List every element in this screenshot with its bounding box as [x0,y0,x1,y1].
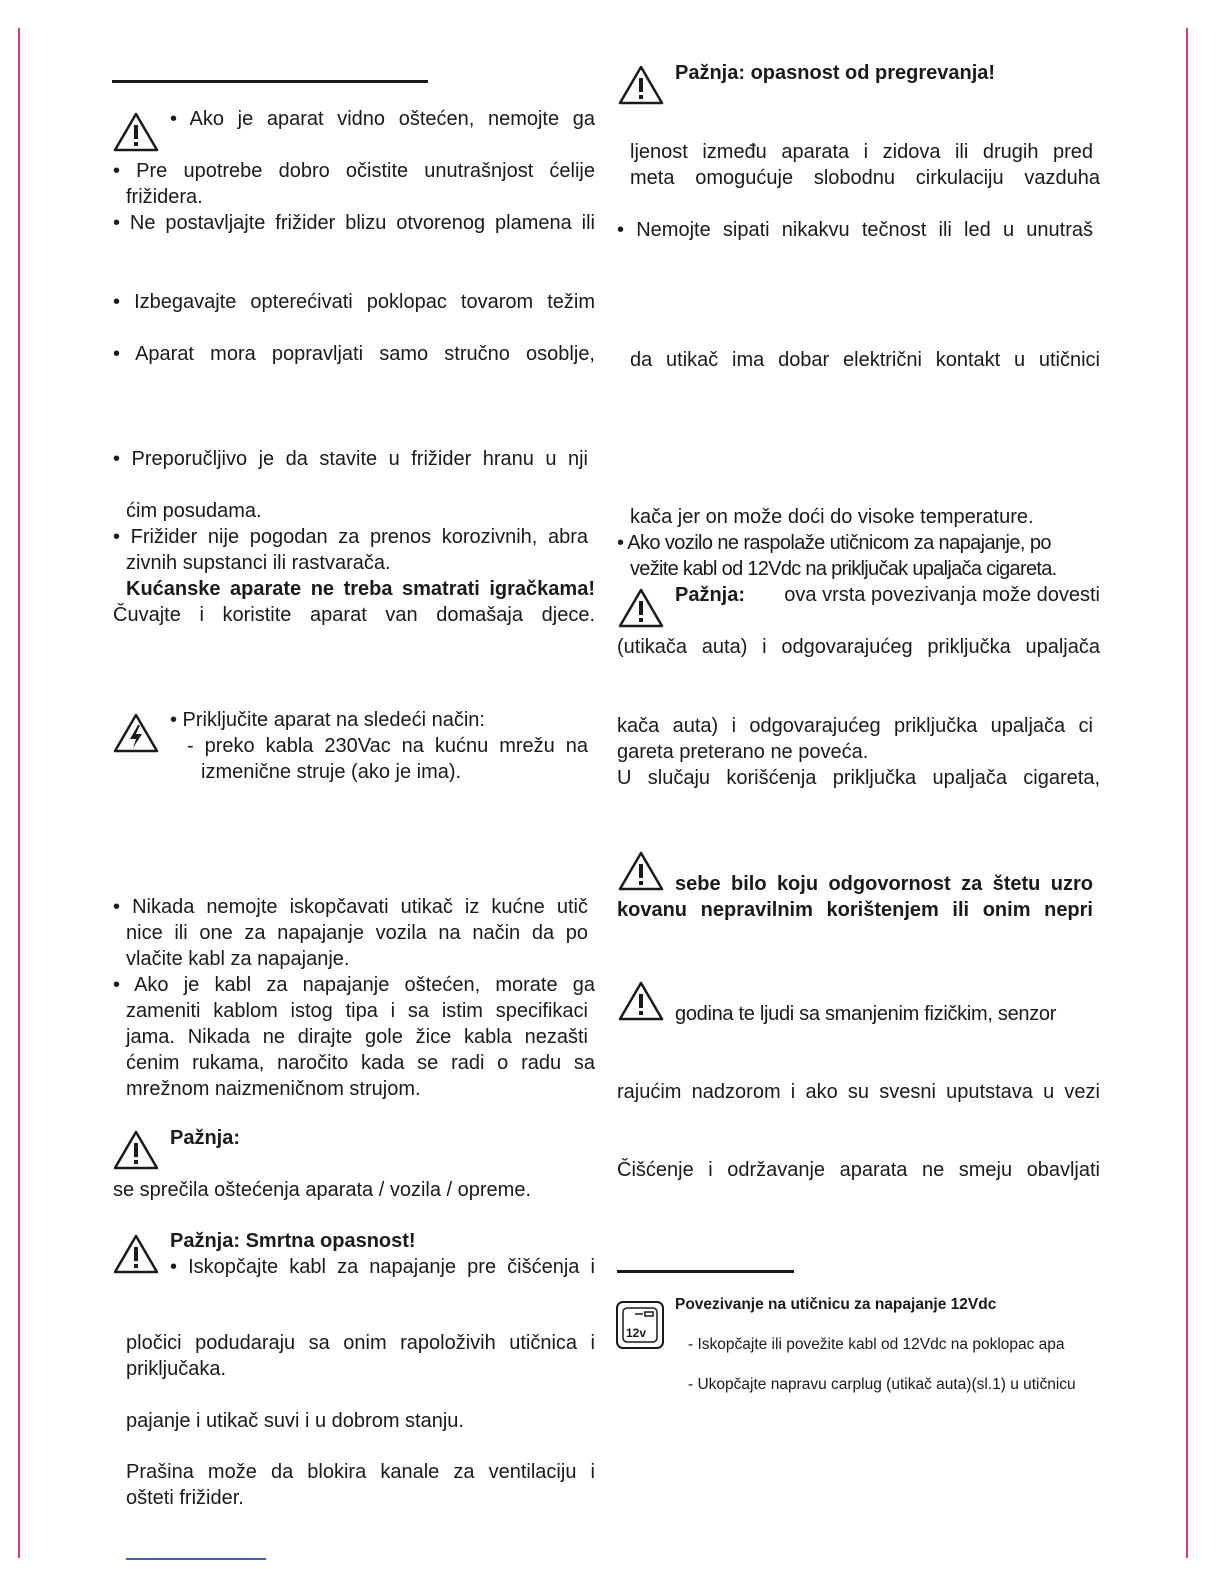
text-line: kača auta) i odgovarajućeg priključka upaljača ci [617,715,1093,737]
text-line: gareta preterano ne poveća. [617,741,869,763]
warning-text: ova vrsta povezivanja može dovesti [784,584,1100,606]
section-rule-right [617,1270,794,1273]
text-line: • Ako je aparat vidno oštećen, nemojte ga [170,108,595,130]
text-line: Prašina može da blokira kanale za ventilaciju i [126,1461,595,1483]
warning-line [675,582,1100,608]
warning-icon [617,64,665,106]
text-line: ćenim rukama, naročito kada se radi o radu sa [126,1052,595,1074]
warning-icon [112,1233,160,1275]
text-line: ćim posudama. [126,500,262,522]
text-line: pločici podudaraju sa onim rapoloživih utičnica i [126,1332,595,1354]
text-line: • Izbegavajte opterećivati poklopac tovarom težim [113,291,595,313]
text-line: ošteti frižider. [126,1487,244,1509]
text-line: se sprečila oštećenja aparata / vozila / opreme. [113,1179,531,1201]
warning-label: Pažnja: [675,584,746,606]
warning-heading: Pažnja: [170,1127,241,1149]
text-line: frižidera. [126,186,203,208]
electric-hazard-icon [112,712,160,754]
text-line: priključaka. [126,1358,227,1380]
text-line: zameniti kablom istog tipa i sa istim specifikaci [126,1000,588,1022]
warning-icon [112,1129,160,1171]
bold-notice: Kućanske aparate ne treba smatrati igračkama! [126,578,595,600]
text-line: • Iskopčajte kabl za napajanje pre čišćenja i [170,1256,595,1278]
text-line: Čuvajte i koristite aparat van domašaja djece. [113,604,595,626]
bold-text-line: kovanu nepravilnim korištenjem ili onim nepri [617,899,1093,921]
text-line: da utikač ima dobar električni kontakt u utičnici [630,349,1100,371]
text-line: • Ako je kabl za napajanje oštećen, morate ga [113,974,595,996]
bold-text-line: sebe bilo koju odgovornost za štetu uzro [675,873,1093,895]
instruction-line: - Ukopčajte napravu carplug (utikač auta)(sl.1) u utičnicu [688,1376,1076,1393]
text-line: zivnih supstanci ili rastvarača. [126,552,391,574]
section-rule-left [112,80,428,83]
warning-heading: Pažnja: opasnost od pregrevanja! [675,62,996,84]
text-line: U slučaju korišćenja priključka upaljača cigareta, [617,767,1100,789]
warning-icon [617,850,665,892]
text-line: • Aparat mora popravljati samo stručno osoblje, [113,343,595,365]
12v-socket-icon [615,1300,665,1350]
text-line: vlačite kabl za napajanje. [126,948,350,970]
text-line: rajućim nadzorom i ako su svesni uputstava u vezi [617,1081,1100,1103]
text-line: • Preporučljivo je da stavite u frižider hranu u nji [113,448,588,470]
text-line: meta omogućuje slobodnu cirkulaciju vazduha [630,167,1100,189]
text-line: kača jer on može doći do visoke temperature. [630,506,1034,528]
instruction-line: - Iskopčajte ili povežite kabl od 12Vdc na poklopac apa [688,1336,1065,1353]
footer-rule [126,1558,266,1560]
text-line: mrežnom naizmeničnom strujom. [126,1078,421,1100]
warning-icon [112,111,160,153]
text-line: • Nikada nemojte iskopčavati utikač iz kućne utič [113,896,588,918]
text-line: izmenične struje (ako je ima). [201,761,462,783]
text-line: vežite kabl od 12Vdc na priključak upaljača cigareta. [630,558,1057,580]
warning-heading: Pažnja: Smrtna opasnost! [170,1230,416,1252]
text-line: • Frižider nije pogodan za prenos korozivnih, abra [113,526,588,548]
text-line: - preko kabla 230Vac na kućnu mrežu na [187,735,588,757]
left-margin-line [18,28,20,1558]
text-line: • Ne postavljajte frižider blizu otvorenog plamena ili [113,212,595,234]
text-line: • Nemojte sipati nikakvu tečnost ili led u unutraš [617,219,1093,241]
text-line: pajanje i utikač suvi i u dobrom stanju. [126,1410,464,1432]
section-heading: Povezivanje na utičnicu za napajanje 12Vdc [675,1296,997,1313]
text-line: godina te ljudi sa smanjenim fizičkim, senzor [675,1003,1057,1025]
text-line: • Priključite aparat na sledeći način: [170,709,485,731]
text-line: jama. Nikada ne dirajte gole žice kabla nezašti [126,1026,588,1048]
12v-label: 12v [626,1326,647,1340]
warning-icon [617,587,665,629]
text-line: nice ili one za napajanje vozila na način da po [126,922,588,944]
right-margin-line [1186,28,1188,1558]
text-line: Čišćenje i održavanje aparata ne smeju obavljati [617,1159,1100,1181]
warning-icon [617,980,665,1022]
text-line: ljenost između aparata i zidova ili drugih pred [630,141,1093,163]
text-line: • Ako vozilo ne raspolaže utičnicom za napajanje, po [617,532,1051,554]
text-line: • Pre upotrebe dobro očistite unutrašnjost ćelije [113,160,595,182]
text-line: (utikača auta) i odgovarajućeg priključka upaljača [617,636,1100,658]
